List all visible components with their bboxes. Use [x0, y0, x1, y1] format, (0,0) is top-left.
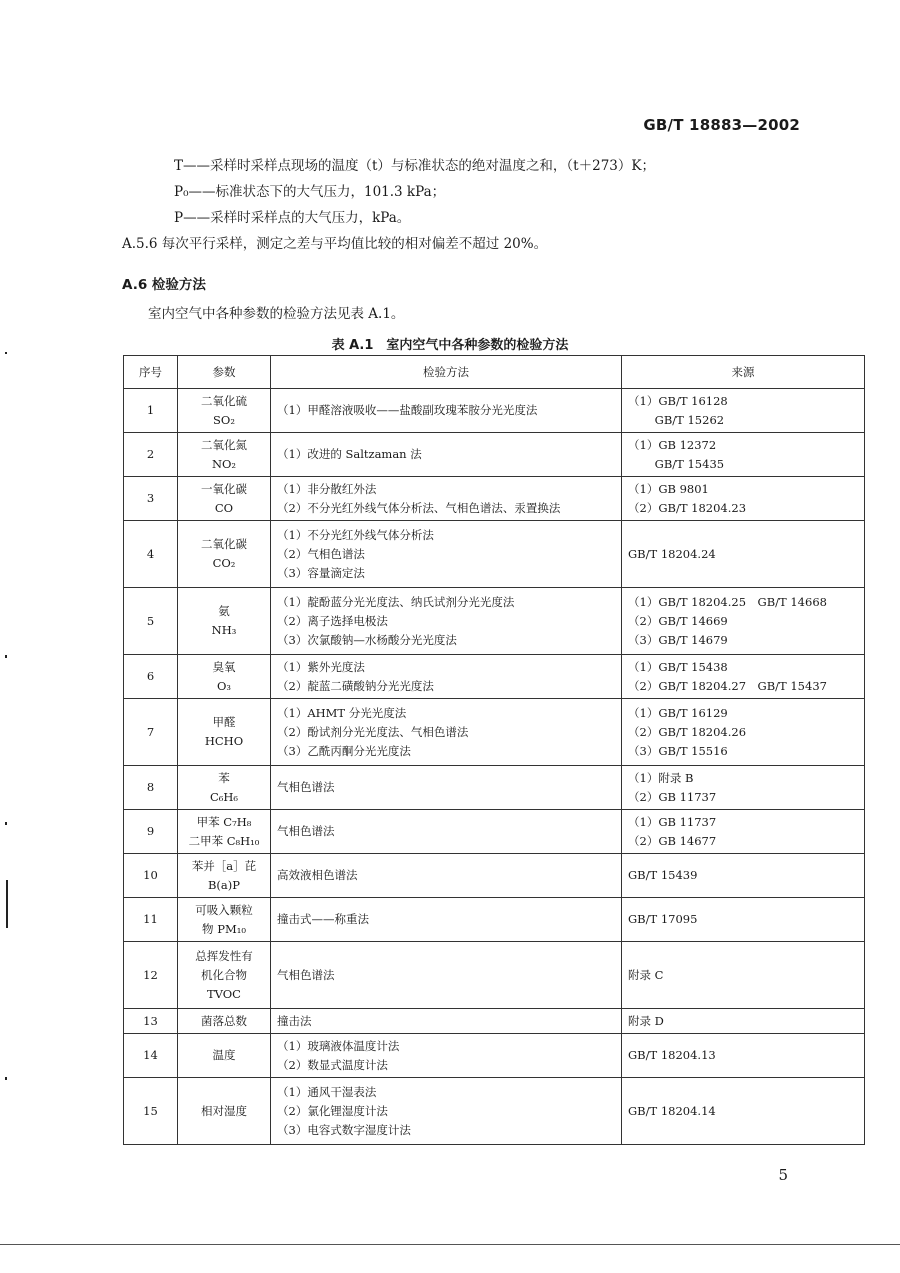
cell-parameter-line: 物 PM₁₀	[202, 921, 246, 936]
standard-number: GB/T 18883—2002	[643, 116, 800, 134]
table-row	[124, 1034, 865, 1078]
scan-speck	[5, 822, 7, 825]
table-row	[124, 942, 865, 1009]
cell-source-line: GB/T 15262	[628, 412, 725, 427]
cell-parameter-line: 二氧化碳	[201, 537, 247, 551]
table-row	[124, 389, 865, 433]
methods-table	[123, 355, 865, 1145]
cell-parameter	[178, 942, 271, 1009]
cell-parameter-line: 臭氧	[212, 659, 236, 674]
scan-speck	[5, 655, 7, 658]
cell-no: 4	[124, 521, 178, 588]
cell-parameter	[178, 477, 271, 521]
definition-p0: P₀——标准状态下的大气压力，101.3 kPa；	[174, 184, 446, 200]
cell-source-line: （2）GB/T 14669	[628, 613, 728, 628]
cell-source	[622, 810, 865, 854]
cell-source	[622, 898, 865, 942]
cell-parameter-line: 甲苯 C₇H₈	[196, 814, 252, 829]
cell-method-line: 撞击式——称重法	[277, 912, 369, 926]
scan-mark	[6, 880, 8, 928]
cell-method	[271, 810, 622, 854]
cell-parameter	[178, 655, 271, 699]
cell-no: 13	[124, 1009, 178, 1034]
cell-method-line: （3）容量滴定法	[277, 565, 365, 580]
cell-method-line: 气相色谱法	[277, 824, 335, 838]
cell-no: 5	[124, 588, 178, 655]
cell-method-line: 高效液相色谱法	[277, 868, 358, 882]
cell-source	[622, 655, 865, 699]
cell-no: 2	[124, 433, 178, 477]
cell-parameter-line: 苯并［a］芘	[191, 858, 257, 873]
footer-rule	[0, 1244, 900, 1245]
cell-parameter-line: 相对湿度	[201, 1103, 247, 1118]
section-heading-a6: A.6 检验方法	[122, 277, 206, 293]
cell-method	[271, 1009, 622, 1034]
cell-no: 1	[124, 389, 178, 433]
cell-parameter	[178, 1034, 271, 1078]
cell-method	[271, 655, 622, 699]
cell-source	[622, 1078, 865, 1145]
cell-source	[622, 854, 865, 898]
cell-method	[271, 588, 622, 655]
cell-source-line: （1）GB/T 16128	[628, 393, 728, 408]
cell-method-line: （1）靛酚蓝分光光度法、纳氏试剂分光光度法	[277, 594, 515, 609]
cell-source-line: GB/T 18204.13	[628, 1048, 716, 1062]
cell-method	[271, 1034, 622, 1078]
table-row	[124, 433, 865, 477]
cell-parameter	[178, 588, 271, 655]
cell-parameter-line: 可吸入颗粒	[195, 902, 253, 917]
cell-parameter-line: 苯	[218, 770, 230, 785]
cell-method-line: 气相色谱法	[277, 780, 335, 794]
cell-method-line: （1）AHMT 分光光度法	[277, 705, 407, 720]
cell-no: 11	[124, 898, 178, 942]
cell-method-line: （1）非分散红外法	[277, 481, 377, 496]
cell-parameter-line: 机化合物	[201, 967, 247, 982]
cell-method-line: （1）不分光红外线气体分析法	[277, 527, 434, 542]
cell-method-line: （1）改进的 Saltzaman 法	[277, 447, 422, 461]
cell-method-line: （2）不分光红外线气体分析法、气相色谱法、汞置换法	[277, 500, 561, 515]
scan-speck	[5, 352, 7, 354]
cell-no: 7	[124, 699, 178, 766]
cell-parameter-line: 温度	[212, 1048, 236, 1062]
cell-source-line: （1）GB 11737	[628, 814, 717, 829]
cell-method	[271, 942, 622, 1009]
column-header-no: 序号	[124, 356, 178, 389]
page-number: 5	[778, 1166, 788, 1184]
cell-source-line: 附录 D	[628, 1013, 664, 1028]
cell-method-line: （2）氯化锂湿度计法	[277, 1103, 388, 1118]
cell-source	[622, 1034, 865, 1078]
cell-source-line: （1）GB 9801	[628, 481, 709, 496]
table-row	[124, 1078, 865, 1145]
cell-method	[271, 521, 622, 588]
cell-source-line: 附录 C	[628, 967, 664, 982]
cell-method	[271, 1078, 622, 1145]
cell-method-line: （2）靛蓝二磺酸钠分光光度法	[277, 678, 434, 693]
cell-method-line: （1）紫外光度法	[277, 659, 365, 674]
cell-parameter-line: 二甲苯 C₈H₁₀	[188, 833, 260, 848]
cell-parameter-line: 氨	[218, 604, 230, 618]
table-row	[124, 810, 865, 854]
cell-method	[271, 477, 622, 521]
cell-source-line: GB/T 18204.24	[628, 546, 716, 561]
cell-parameter-line: HCHO	[204, 734, 244, 748]
cell-source	[622, 699, 865, 766]
cell-parameter-line: CO	[214, 500, 234, 515]
cell-no: 15	[124, 1078, 178, 1145]
cell-no: 8	[124, 766, 178, 810]
cell-source-line: GB/T 15439	[628, 868, 698, 882]
cell-source-line: （2）GB 14677	[628, 833, 717, 848]
table-row	[124, 854, 865, 898]
cell-parameter-line: C₆H₆	[209, 789, 239, 804]
cell-method-line: （2）数显式温度计法	[277, 1057, 388, 1072]
cell-parameter	[178, 898, 271, 942]
table-row	[124, 1009, 865, 1034]
cell-parameter-line: TVOC	[206, 986, 241, 1001]
table-row	[124, 521, 865, 588]
cell-source	[622, 588, 865, 655]
column-header-parameter: 参数	[178, 356, 271, 389]
cell-parameter	[178, 521, 271, 588]
cell-method-line: （1）玻璃液体温度计法	[277, 1038, 400, 1053]
scan-speck	[5, 1077, 7, 1080]
cell-source-line: （1）GB/T 16129	[628, 705, 728, 720]
table-row	[124, 699, 865, 766]
definition-p: P——采样时采样点的大气压力，kPa。	[174, 210, 411, 226]
cell-no: 12	[124, 942, 178, 1009]
cell-parameter	[178, 433, 271, 477]
cell-method-line: （1）甲醛溶液吸收——盐酸副玫瑰苯胺分光光度法	[277, 403, 538, 417]
cell-source-line: （2）GB/T 18204.23	[628, 500, 747, 515]
cell-source	[622, 942, 865, 1009]
cell-method	[271, 898, 622, 942]
table-body	[124, 389, 865, 1145]
cell-parameter-line: O₃	[216, 678, 232, 693]
cell-source	[622, 433, 865, 477]
cell-method-line: （3）次氯酸钠—水杨酸分光光度法	[277, 632, 457, 647]
cell-source	[622, 389, 865, 433]
cell-parameter	[178, 1078, 271, 1145]
cell-parameter-line: 总挥发性有	[195, 948, 253, 963]
table-row	[124, 655, 865, 699]
column-header-method: 检验方法	[271, 356, 622, 389]
cell-parameter	[178, 389, 271, 433]
cell-method-line: （2）酚试剂分光光度法、气相色谱法	[277, 724, 469, 739]
cell-source-line: （2）GB/T 18204.26	[628, 724, 747, 739]
clause-a-5-6: A.5.6 每次平行采样，测定之差与平均值比较的相对偏差不超过 20%。	[122, 236, 548, 252]
cell-method-line: （3）电容式数字湿度计法	[277, 1122, 411, 1137]
table-row	[124, 766, 865, 810]
table-title: 表 A.1 室内空气中各种参数的检验方法	[331, 338, 569, 353]
cell-no: 6	[124, 655, 178, 699]
cell-parameter-line: NO₂	[211, 456, 237, 471]
cell-parameter-line: 甲醛	[212, 715, 236, 729]
cell-source-line: GB/T 18204.14	[628, 1103, 716, 1118]
cell-source-line: （1）附录 B	[628, 770, 694, 785]
table-header-row	[124, 356, 865, 389]
cell-source	[622, 477, 865, 521]
cell-parameter-line: NH₃	[211, 623, 237, 637]
cell-source-line: GB/T 17095	[628, 912, 698, 926]
cell-method	[271, 699, 622, 766]
cell-source-line: GB/T 15435	[628, 456, 725, 471]
cell-parameter	[178, 810, 271, 854]
table-row	[124, 477, 865, 521]
cell-method	[271, 433, 622, 477]
cell-no: 14	[124, 1034, 178, 1078]
cell-method-line: （2）气相色谱法	[277, 546, 365, 561]
cell-no: 10	[124, 854, 178, 898]
cell-method-line: （1）通风干湿表法	[277, 1084, 377, 1099]
table-row	[124, 588, 865, 655]
cell-source-line: （1）GB 12372	[628, 437, 717, 452]
cell-method	[271, 389, 622, 433]
cell-parameter	[178, 1009, 271, 1034]
definition-t: T——采样时采样点现场的温度（t）与标准状态的绝对温度之和，（t＋273）K；	[174, 158, 655, 174]
intro-paragraph: 室内空气中各种参数的检验方法见表 A.1。	[148, 306, 405, 322]
cell-method-line: 气相色谱法	[277, 967, 335, 982]
cell-parameter	[178, 699, 271, 766]
cell-source	[622, 766, 865, 810]
cell-parameter-line: 二氧化硫	[201, 393, 247, 408]
column-header-source: 来源	[622, 356, 865, 389]
cell-source	[622, 1009, 865, 1034]
cell-parameter-line: 二氧化氮	[201, 437, 247, 452]
cell-source-line: （2）GB 11737	[628, 789, 717, 804]
cell-source-line: （1）GB/T 15438	[628, 659, 728, 674]
cell-source-line: （2）GB/T 18204.27 GB/T 15437	[628, 678, 827, 693]
cell-source	[622, 521, 865, 588]
cell-parameter-line: 菌落总数	[201, 1013, 247, 1028]
cell-no: 9	[124, 810, 178, 854]
cell-method-line: （2）离子选择电极法	[277, 613, 388, 628]
cell-source-line: （3）GB/T 14679	[628, 632, 728, 647]
cell-source-line: （3）GB/T 15516	[628, 743, 728, 758]
cell-parameter	[178, 854, 271, 898]
cell-method	[271, 766, 622, 810]
table-row	[124, 898, 865, 942]
cell-method-line: （3）乙酰丙酮分光光度法	[277, 743, 411, 758]
cell-parameter-line: B(a)P	[207, 877, 241, 892]
cell-method	[271, 854, 622, 898]
cell-parameter-line: CO₂	[212, 556, 236, 570]
cell-method-line: 撞击法	[277, 1013, 312, 1028]
cell-parameter	[178, 766, 271, 810]
cell-source-line: （1）GB/T 18204.25 GB/T 14668	[628, 594, 827, 609]
cell-parameter-line: 一氧化碳	[201, 481, 247, 496]
cell-parameter-line: SO₂	[213, 412, 235, 427]
cell-no: 3	[124, 477, 178, 521]
